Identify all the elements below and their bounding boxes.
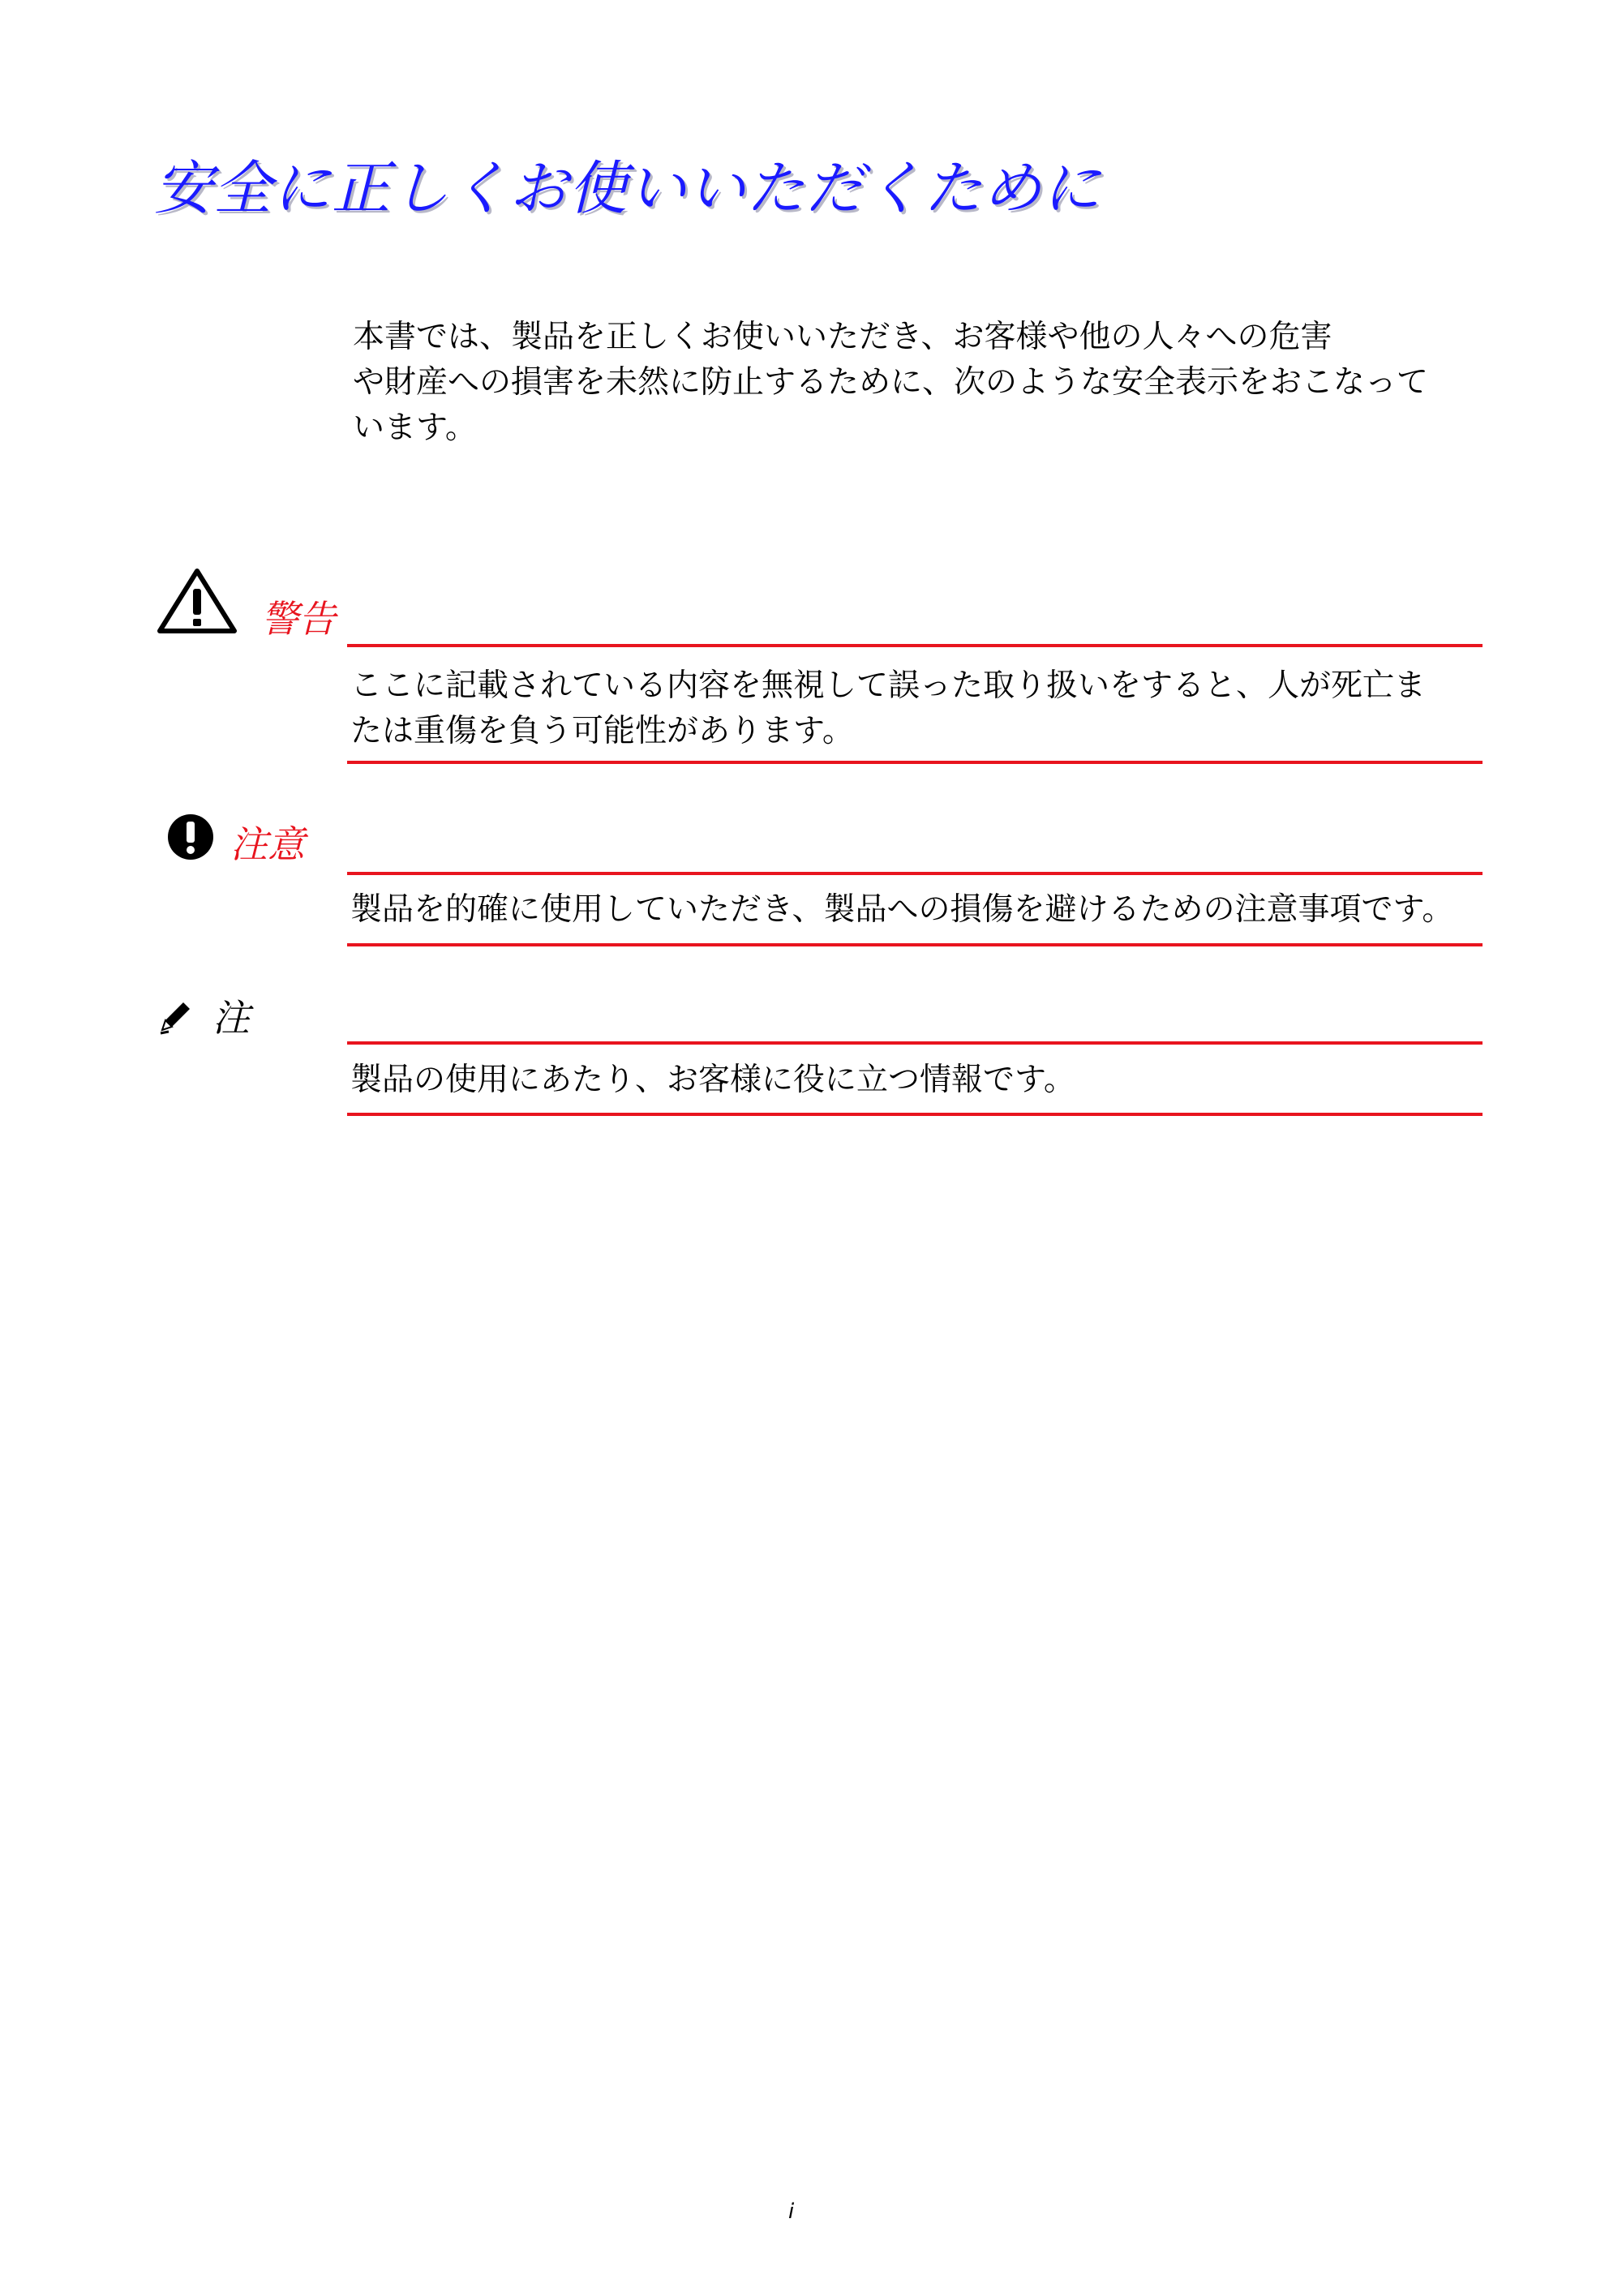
warning-text-line: ここに記載されている内容を無視して誤った取り扱いをすると、人が死亡ま bbox=[350, 667, 1427, 704]
caution-label: 注意 bbox=[230, 822, 305, 866]
note-text-line: 製品の使用にあたり、お客様に役に立つ情報です。 bbox=[350, 1062, 1075, 1098]
intro-line: や財産への損害を未然に防止するために、次のような安全表示をおこなって bbox=[353, 364, 1429, 401]
note-pen-icon bbox=[157, 999, 193, 1035]
page-number: i bbox=[788, 2199, 795, 2224]
warning-bottom-rule bbox=[347, 761, 1483, 764]
caution-top-rule bbox=[347, 872, 1483, 875]
intro-line: います。 bbox=[353, 410, 477, 446]
note-label: 注 bbox=[212, 996, 250, 1040]
warning-label: 警告 bbox=[261, 597, 336, 641]
caution-exclamation-icon bbox=[166, 813, 215, 861]
page-title: 安全に正しくお使いいただくために bbox=[154, 154, 1102, 222]
caution-bottom-rule bbox=[347, 943, 1483, 946]
caution-text bbox=[350, 887, 1486, 933]
warning-text-line: たは重傷を負う可能性があります。 bbox=[350, 713, 854, 749]
warning-triangle-icon bbox=[157, 568, 238, 634]
intro-line: 本書では、製品を正しくお使いいただき、お客様や他の人々への危害 bbox=[353, 319, 1332, 355]
note-bottom-rule bbox=[347, 1113, 1483, 1116]
note-text bbox=[350, 1058, 1486, 1103]
warning-text bbox=[350, 663, 1486, 754]
note-top-rule bbox=[347, 1041, 1483, 1045]
warning-top-rule bbox=[347, 644, 1483, 647]
caution-text-line: 製品を的確に使用していただき、製品への損傷を避けるための注意事項です。 bbox=[350, 891, 1454, 928]
intro-paragraph bbox=[353, 315, 1488, 451]
